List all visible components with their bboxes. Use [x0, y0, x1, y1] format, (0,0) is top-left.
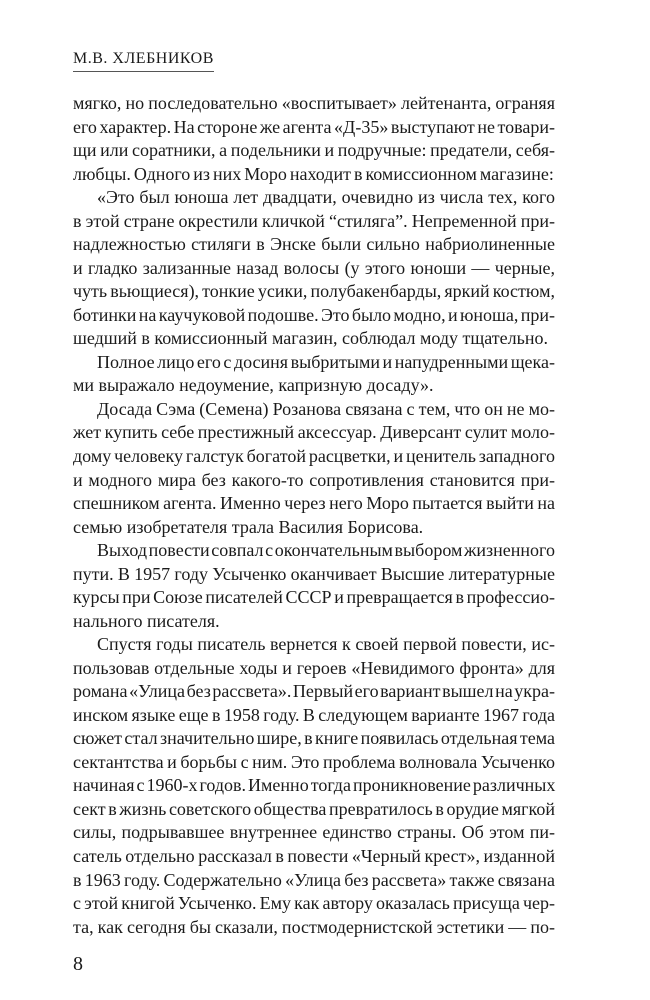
- text-line: дому человеку галстук богатой расцветки, и ценитель западного: [73, 445, 555, 466]
- text-line: ботинки на каучуковой подошве. Это было модно, и юноша, при-: [73, 304, 555, 325]
- text-line: Полное лицо его с досиня выбритыми и напудренными щека-: [97, 351, 555, 372]
- text-line: его характер. На стороне же агента «Д-35» выступают не товари-: [73, 116, 555, 137]
- text-line: Спустя годы писатель вернется к своей первой повести, ис-: [97, 634, 555, 655]
- text-line: Выход повести совпал с окончательным выбором жизненного: [97, 540, 555, 561]
- text-line: ми выражало недоумение, капризную досаду».: [73, 375, 434, 396]
- text-line: в этой стране окрестили кличкой “стиляга”. Непременной при-: [73, 210, 555, 231]
- text-line: сатель отдельно рассказал в повести «Черный крест», изданной: [73, 846, 555, 866]
- text-line: в 1963 году. Содержательно «Улица без рассвета» также связана: [73, 869, 555, 890]
- text-line: мягко, но последовательно «воспитывает» лейтенанта, ограняя: [73, 93, 555, 113]
- text-line: пользовав отдельные ходы и героев «Невидимого фронта» для: [73, 657, 555, 678]
- paragraph: [73, 186, 555, 351]
- paragraph: [73, 398, 555, 539]
- text-line: сект в жизнь советского общества превратилось в орудие мягкой: [73, 798, 555, 819]
- paragraph: [73, 539, 555, 633]
- text-line: и гладко зализанные назад волосы (у этого юноши — черные,: [73, 257, 555, 278]
- paragraph: [73, 351, 555, 398]
- text-line: надлежностью стиляги в Энске были сильно набриолиненные: [73, 234, 555, 255]
- paragraph: [73, 92, 555, 186]
- text-line: жет купить себе престижный аксессуар. Диверсант сулит моло-: [73, 422, 555, 443]
- text-line: семью изобретателя трала Василия Борисова.: [73, 516, 424, 537]
- text-line: любцы. Одного из них Моро находит в комиссионном магазине:: [73, 163, 554, 184]
- text-line: начиная с 1960-х годов. Именно тогда проникновение различных: [73, 775, 556, 796]
- body-text: [73, 92, 555, 939]
- text-line: пути. В 1957 году Усыченко оканчивает Высшие литературные: [73, 563, 555, 584]
- text-line: сюжет стал значительно шире, в книге появилась отдельная тема: [73, 728, 555, 749]
- text-line: силы, подрывавшее внутреннее единство страны. Об этом пи-: [73, 822, 555, 843]
- text-line: нального писателя.: [73, 610, 220, 631]
- page-number: 8: [73, 953, 83, 976]
- text-line: Досада Сэма (Семена) Розанова связана с тем, что он не мо-: [97, 398, 555, 419]
- text-line: шедший в комиссионный магазин, соблюдал моду тщательно.: [73, 328, 548, 349]
- text-line: чуть вьющиеся), тонкие усики, полубакенбарды, яркий костюм,: [73, 281, 555, 302]
- paragraph: [73, 633, 555, 939]
- text-line: курсы при Союзе писателей СССР и превращается в профессио-: [73, 587, 555, 608]
- text-line: сектантства и борьбы с ним. Это проблема волновала Усыченко: [73, 751, 555, 772]
- text-line: щи или соратники, а подельники и подручные: предатели, себя-: [73, 140, 555, 161]
- text-line: и модного мира без какого-то сопротивления становится при-: [73, 469, 555, 490]
- text-line: с этой книгой Усыченко. Ему как автору оказалась присуща чер-: [73, 893, 555, 914]
- text-line: «Это был юноша лет двадцати, очевидно из числа тех, кого: [97, 187, 555, 208]
- text-line: романа «Улица без рассвета». Первый его вариант вышел на укра-: [73, 681, 555, 702]
- text-line: инском языке еще в 1958 году. В следующем варианте 1967 года: [73, 704, 555, 725]
- text-line: та, как сегодня бы сказали, постмодернистской эстетики — по-: [73, 916, 555, 937]
- running-head: М.В. ХЛЕБНИКОВ: [73, 49, 214, 72]
- text-line: спешником агента. Именно через него Моро пытается выйти на: [73, 493, 555, 514]
